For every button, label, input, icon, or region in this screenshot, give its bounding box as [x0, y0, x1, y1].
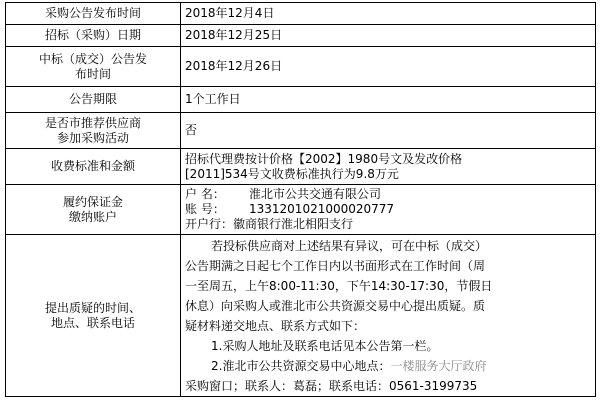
- row-value-fee-standard: 招标代理费按计价格【2002】1980号文及发改价格 [2011]534号文收费标准执行为9.8万元: [181, 149, 596, 185]
- row-value-award-time: 2018年12月26日: [181, 47, 596, 87]
- row-value-publish-time: 2018年12月4日: [181, 3, 596, 25]
- table-row: [6, 47, 596, 87]
- row-label-recommended-supplier: 是否市推荐供应商 参加采购活动: [6, 113, 181, 149]
- row-value-recommended-supplier: 否: [181, 113, 596, 149]
- account-number-line: 账 号： 1331201021000020777: [185, 202, 395, 216]
- table-row: [6, 113, 596, 149]
- row-label-award-time: 中标（成交）公告发 布时间: [6, 47, 181, 87]
- table-row: [6, 235, 596, 397]
- objection-paragraph: 若投标供应商对上述结果有异议，可在中标（成交） 公告期满之日起七个工作日内以书面形式在工作时间（周 一至周五，上午8:00-11:30，下午14:30-17:30，节假日 休息）向采购人或淮北市公共资源交易中心提出质疑。质 疑材料递交地点、联系方式如下： 1.采购人地址及联系电话见本公告第一栏。 2.淮北市公共资源交易中心地点：一楼服务大厅政府 采购窗口；联系人：葛磊；联系电话：0561-3199735: [185, 238, 493, 393]
- row-label-fee-standard: 收费标准和金额: [6, 149, 181, 185]
- account-name-line: 户 名： 淮北市公共交通有限公司: [185, 187, 382, 201]
- table-row: [6, 149, 596, 185]
- table-row: [6, 87, 596, 113]
- procurement-info-table: [5, 2, 596, 397]
- table-row: [6, 3, 596, 25]
- row-value-objection: [181, 235, 596, 397]
- row-label-notice-period: 公告期限: [6, 87, 181, 113]
- row-label-bid-date: 招标（采购）日期: [6, 25, 181, 47]
- table-row: [6, 185, 596, 235]
- account-bank-line: 开户行：徽商银行淮北相阳支行: [185, 217, 354, 231]
- row-label-guarantee-account: 履约保证金 缴纳账户: [6, 185, 181, 235]
- row-label-objection: 提出质疑的时间、 地点、联系电话: [6, 235, 181, 397]
- row-value-guarantee-account: [181, 185, 596, 235]
- table-row: [6, 25, 596, 47]
- row-value-bid-date: 2018年12月25日: [181, 25, 596, 47]
- row-label-publish-time: 采购公告发布时间: [6, 3, 181, 25]
- row-value-notice-period: 1个工作日: [181, 87, 596, 113]
